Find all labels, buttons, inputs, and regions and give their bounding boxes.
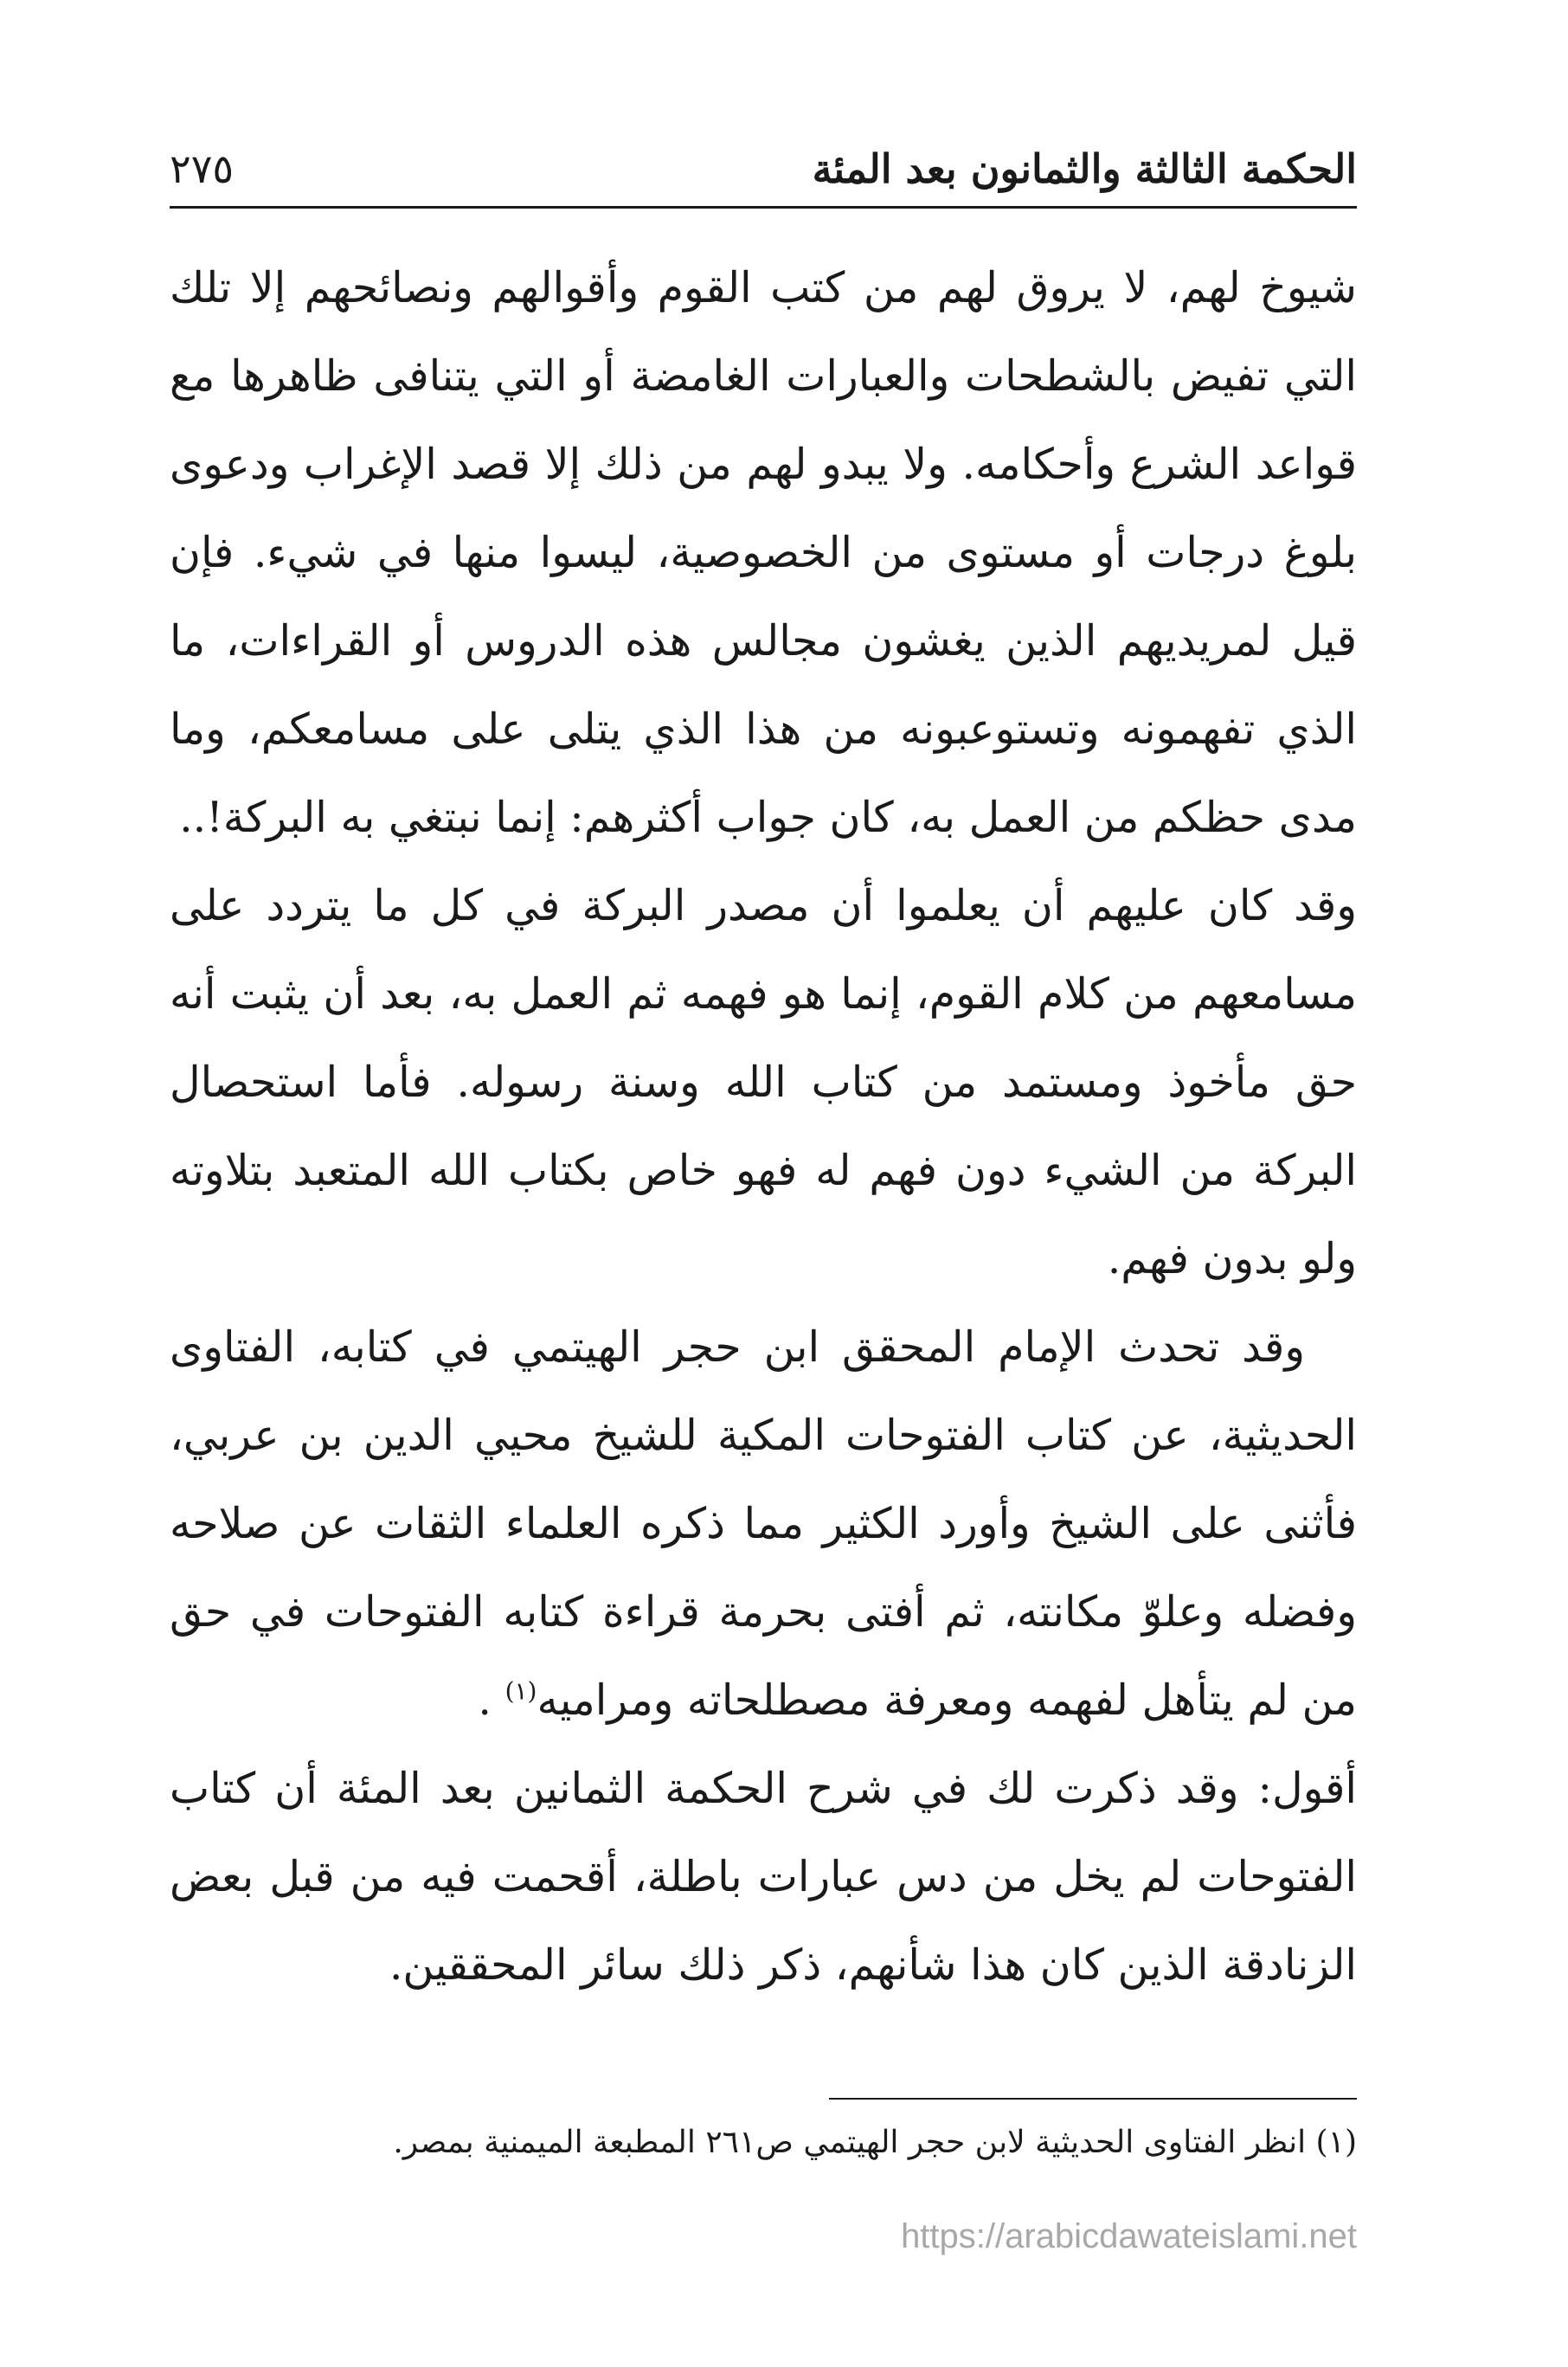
paragraph-1-text: شيوخ لهم، لا يروق لهم من كتب القوم وأقوالهم ونصائحهم إلا تلك التي تفيض بالشطحات والعبارات الغامضة أو التي يتنافى ظاهرها مع قواعد الشرع وأحكامه. ولا يبدو لهم من ذلك إلا قصد الإغراب ودعوى بلوغ درجات أو مستوى من الخصوصية، ليسوا منها في شيء. فإن قيل لمريديهم الذين يغشون مجالس هذه الدروس أو القراءات، ما الذي تفهمونه وتستوعبونه من هذا الذي يتلى على مسامعكم، وما مدى حظكم من العمل به، كان جواب أكثرهم: إنما نبتغي به البركة!.. xyxy=(170,263,1357,842)
paragraph-4-text: أقول: وقد ذكرت لك في شرح الحكمة الثمانين بعد المئة أن كتاب الفتوحات لم يخل من دس عبارات باطلة، أقحمت فيه من قبل بعض الزنادقة الذين كان هذا شأنهم، ذكر ذلك سائر المحققين. xyxy=(170,1764,1357,1990)
body-text xyxy=(170,244,1357,2010)
paragraph-3-tail: . xyxy=(478,1676,505,1725)
footnote: (١) انظر الفتاوى الحديثية لابن حجر الهيتمي ص٢٦١ المطبعة الميمنية بمصر. xyxy=(393,2125,1357,2160)
paragraph-3-text: وقد تحدث الإمام المحقق ابن حجر الهيتمي في كتابه، الفتاوى الحديثية، عن كتاب الفتوحات المكية للشيخ محيي الدين بن عربي، فأثنى على الشيخ وأورد الكثير مما ذكره العلماء الثقات عن صلاحه وفضله وعلوّ مكانته، ثم أفتى بحرمة قراءة كتابه الفتوحات في حق من لم يتأهل لفهمه ومعرفة مصطلحاته ومراميه xyxy=(170,1322,1357,1725)
footnote-rule xyxy=(829,2098,1357,2100)
paragraph-4 xyxy=(170,1745,1357,2010)
paragraph-2-text: وقد كان عليهم أن يعلموا أن مصدر البركة في كل ما يتردد على مسامعهم من كلام القوم، إنما هو فهمه ثم العمل به، بعد أن يثبت أنه حق مأخوذ ومستمد من كتاب الله وسنة رسوله. فأما استحصال البركة من الشيء دون فهم له فهو خاص بكتاب الله المتعبد بتلاوته ولو بدون فهم. xyxy=(170,881,1357,1283)
header-rule xyxy=(170,206,1357,209)
running-title: الحكمة الثالثة والثمانون بعد المئة xyxy=(812,145,1357,192)
paragraph-3 xyxy=(170,1303,1357,1745)
paragraph-2 xyxy=(170,862,1357,1303)
paragraph-1 xyxy=(170,244,1357,862)
page-number: ٢٧٥ xyxy=(170,145,235,192)
footnote-reference: (١) xyxy=(504,1676,537,1706)
page-header xyxy=(170,138,1357,199)
watermark-url: https://arabicdawateislami.net xyxy=(901,2217,1357,2255)
